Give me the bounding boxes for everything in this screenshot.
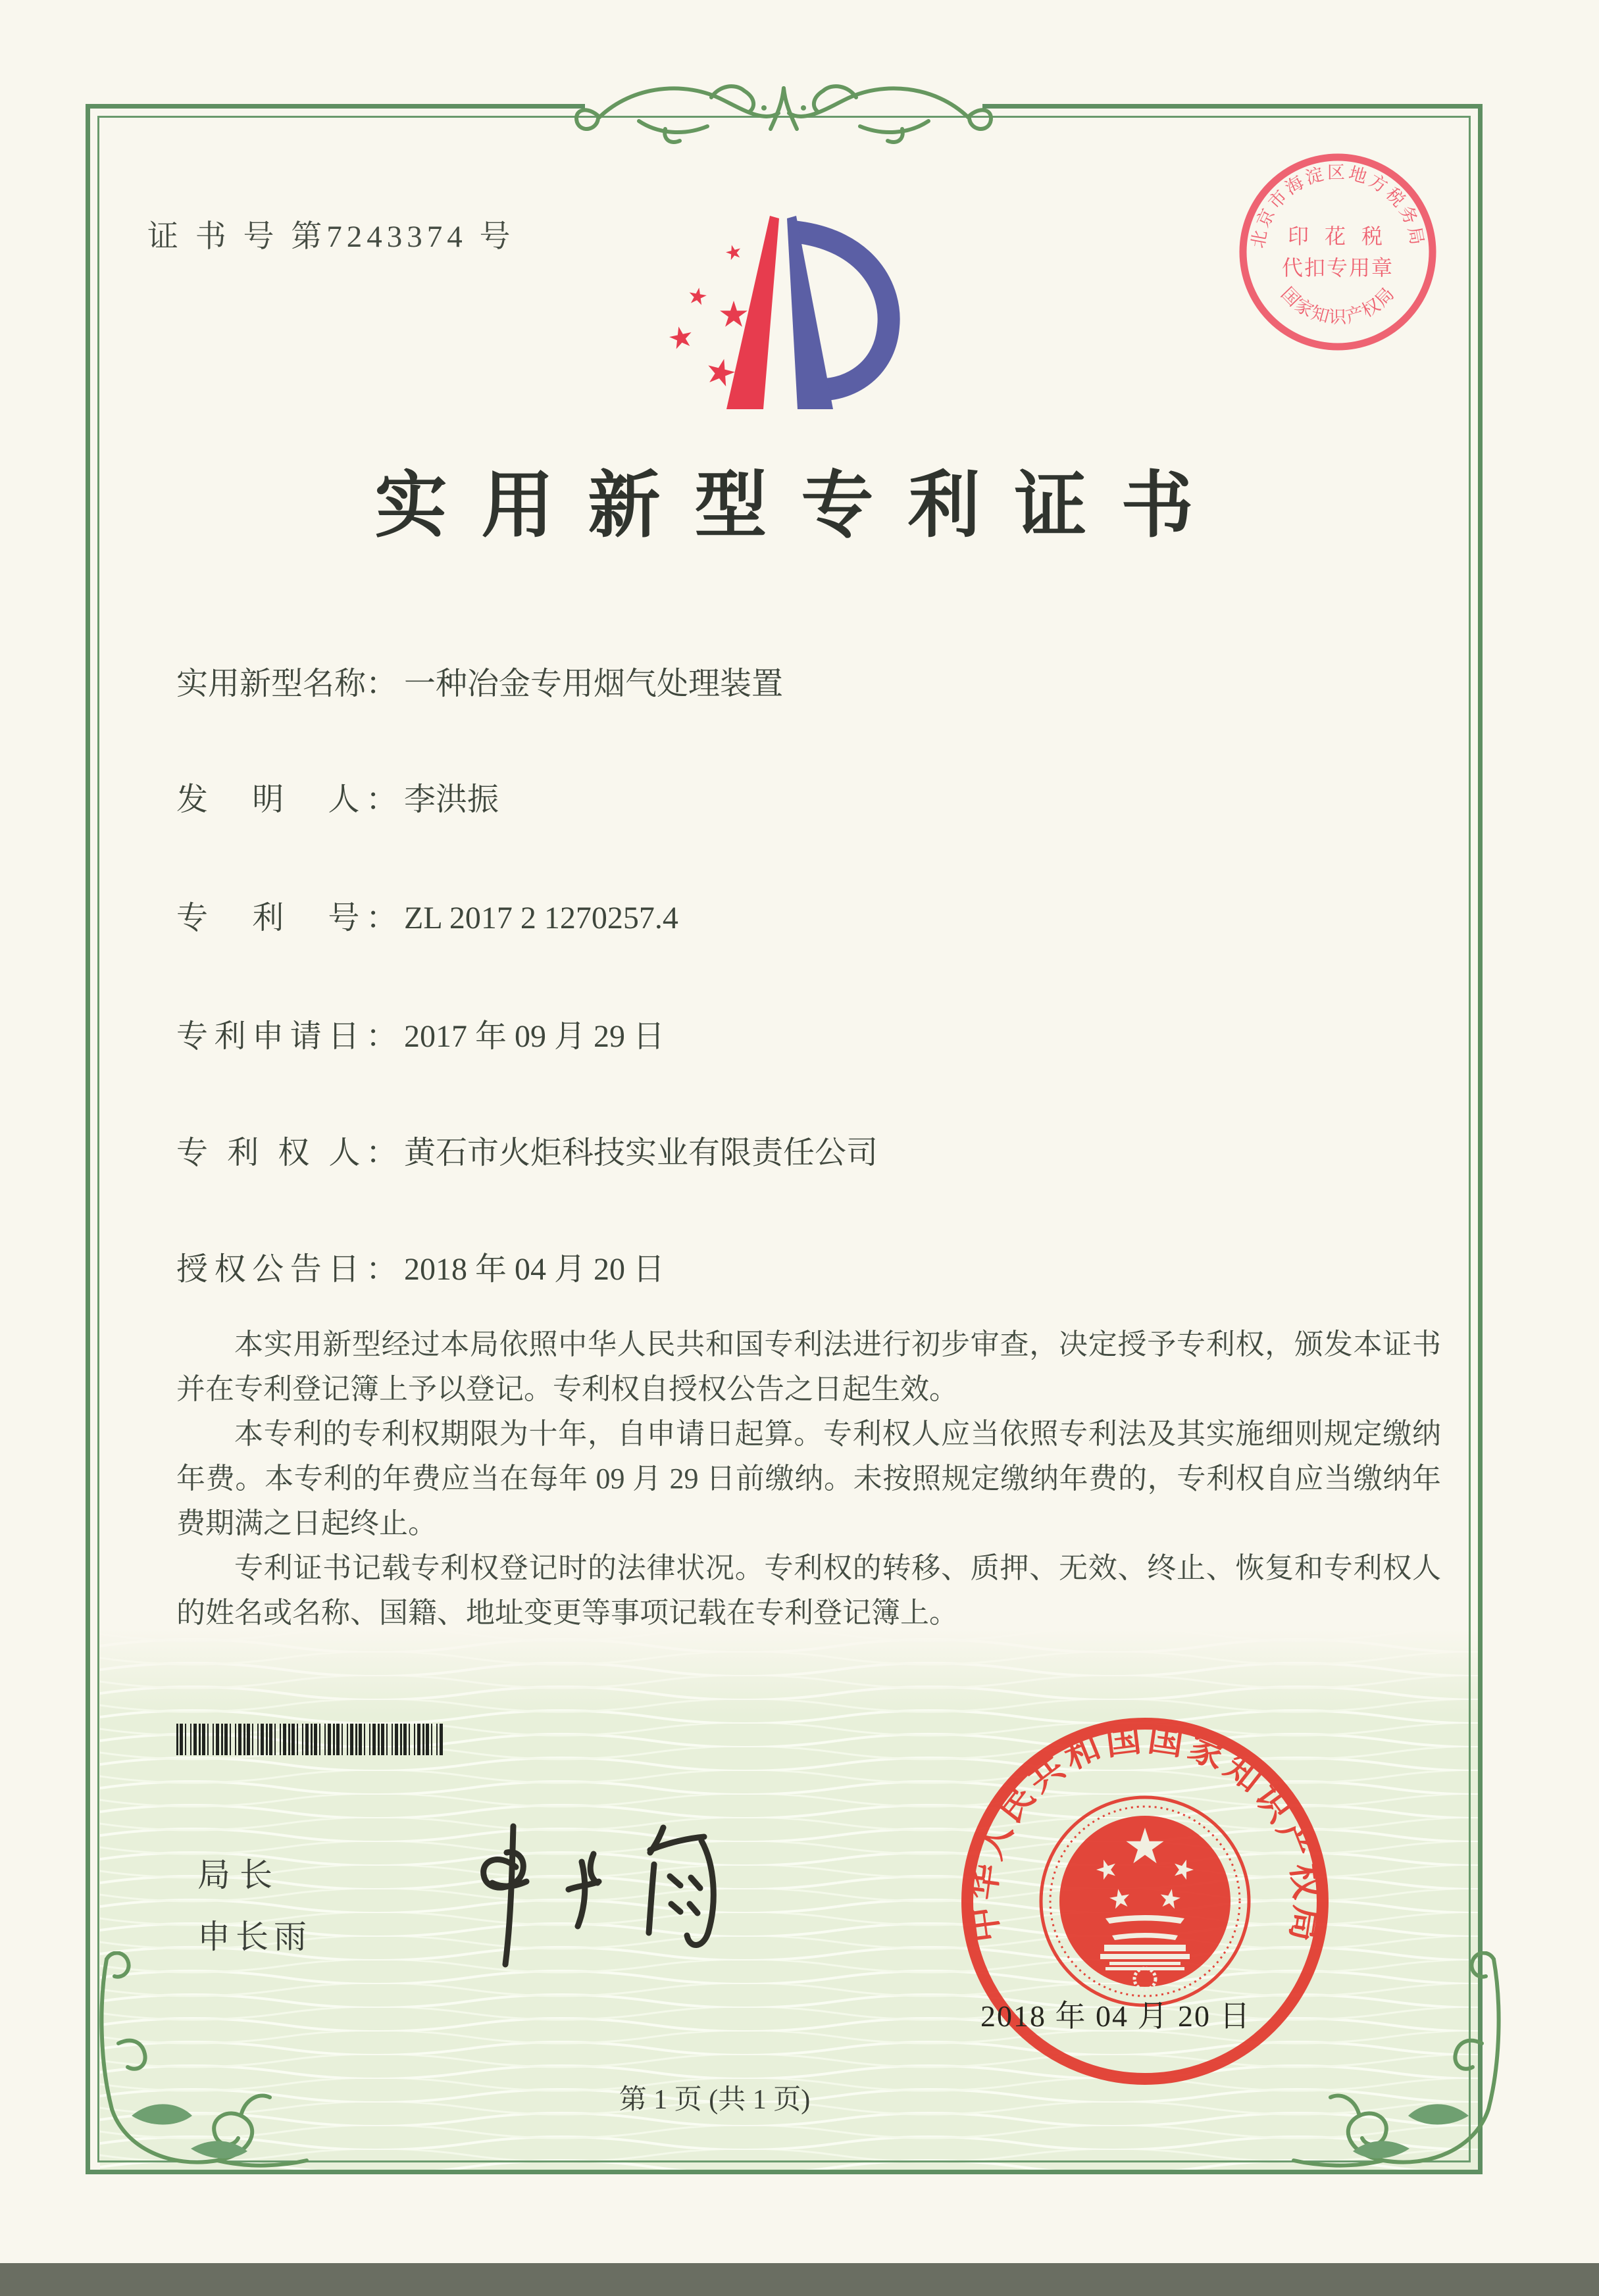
seal-ring-text: 中华人民共和国国家知识产权局 — [962, 1718, 1328, 1949]
page-number: 第 1 页 (共 1 页) — [619, 2085, 811, 2115]
legal-text — [176, 1322, 1441, 1635]
field-label: 专 利 号： — [176, 901, 397, 936]
field-label: 实用新型名称： — [176, 666, 398, 701]
tax-stamp-arc-bottom: 国家知识产权局 — [1277, 283, 1399, 328]
corner-flourish-left — [92, 1951, 309, 2175]
director-signature — [453, 1804, 795, 1982]
field-value: 2017 年 09 月 29 日 — [404, 1019, 665, 1054]
seal-date: 2018 年 04 月 20 日 — [980, 1999, 1252, 2033]
field-label: 专利申请日： — [176, 1019, 397, 1054]
director-name: 申长雨 — [197, 1918, 312, 1955]
national-emblem-icon — [1041, 1797, 1249, 2005]
field-patentee — [176, 1127, 878, 1172]
svg-text:国家知识产权局 — [1277, 283, 1399, 327]
field-value: 李洪振 — [404, 782, 499, 817]
field-value: 2018 年 04 月 20 日 — [404, 1252, 665, 1287]
field-label: 授权公告日： — [176, 1252, 397, 1287]
field-utility-model-name — [176, 658, 783, 703]
field-application-date — [176, 1011, 665, 1056]
cnipa-logo-icon — [658, 212, 901, 412]
legal-paragraph-2: 本专利的专利权期限为十年，自申请日起算。专利权人应当依照专利法及其实施细则规定缴纳年费。本专利的年费应当在每年 09 月 29 日前缴纳。未按照规定缴纳年费的，专利权自应当缴纳年费期满之日起终止。 — [176, 1418, 1441, 1539]
barcode — [176, 1724, 444, 1755]
certificate-number: 证 书 号 第7243374 号 — [147, 220, 515, 254]
field-value: 黄石市火炬科技实业有限责任公司 — [404, 1136, 878, 1170]
field-inventor — [176, 774, 499, 819]
field-grant-date — [176, 1243, 665, 1289]
field-value: ZL 2017 2 1270257.4 — [404, 901, 678, 936]
field-patent-number — [176, 892, 678, 937]
field-label: 发 明 人： — [176, 782, 397, 817]
dragon-ornament — [547, 66, 1021, 158]
legal-paragraph-3: 专利证书记载专利权登记时的法律状况。专利权的转移、质押、无效、终止、恢复和专利权人的姓名或名称、国籍、地址变更等事项记载在专利登记簿上。 — [176, 1552, 1441, 1629]
tax-stamp — [1229, 143, 1446, 361]
field-label: 专 利 权 人： — [176, 1136, 397, 1170]
legal-paragraph-1: 本实用新型经过本局依照中华人民共和国专利法进行初步审查，决定授予专利权，颁发本证书并在专利登记簿上予以登记。专利权自授权公告之日起生效。 — [176, 1328, 1441, 1405]
certificate-title: 实用新型专利证书 — [374, 466, 1228, 546]
tax-stamp-arc-top: 北京市海淀区地方税务局 — [1248, 162, 1428, 250]
field-value: 一种冶金专用烟气处理装置 — [404, 666, 784, 701]
director-title: 局长 — [197, 1857, 282, 1893]
tax-stamp-line2: 代扣专用章 — [1281, 256, 1394, 280]
tax-stamp-line1: 印 花 税 — [1287, 224, 1388, 248]
scan-edge-band — [0, 2263, 1599, 2296]
